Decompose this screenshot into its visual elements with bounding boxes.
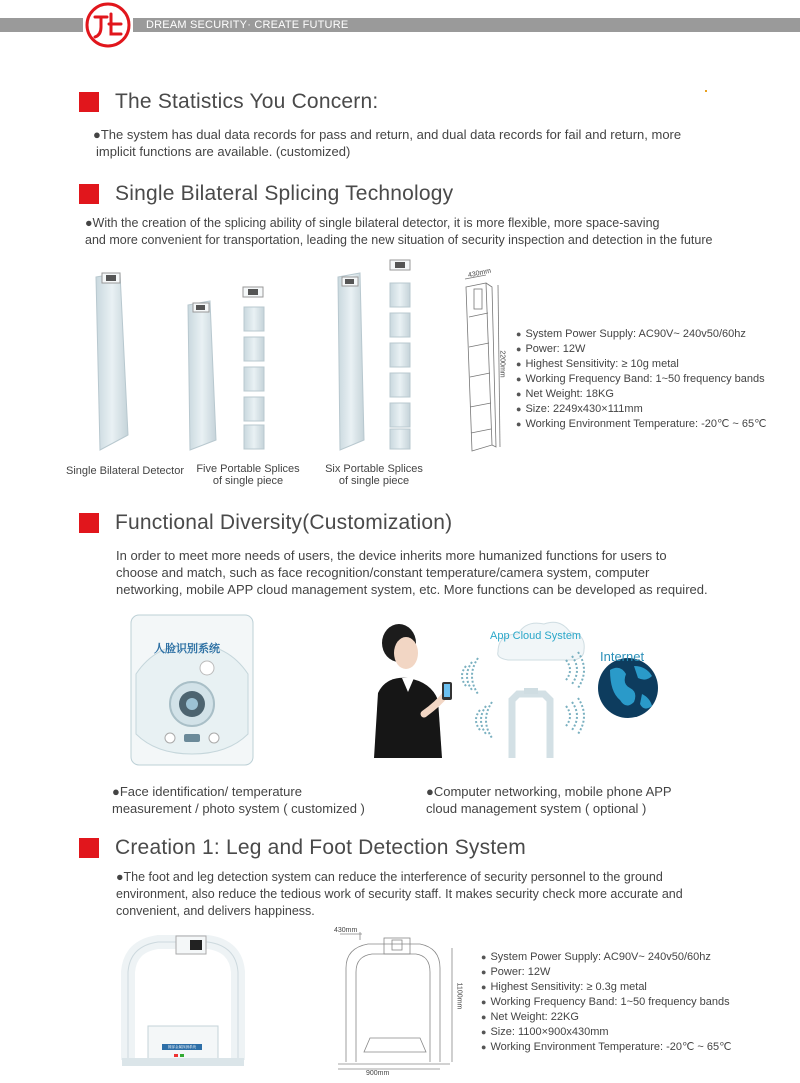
spec-item: ● Highest Sensitivity: ≥ 0.3g metal <box>481 980 732 995</box>
statistics-text <box>93 126 681 160</box>
dimension-top-label: 430mm <box>334 927 358 934</box>
decor-dot <box>705 90 707 92</box>
dimension-side-label: 1100mm <box>455 982 463 1010</box>
functional-text <box>116 547 708 598</box>
person-with-phone-image <box>374 624 452 758</box>
red-square-icon <box>79 92 99 112</box>
leg-detector-dimension-drawing <box>330 928 470 1074</box>
caption-line: of single piece <box>212 475 284 487</box>
text-line: ●Face identification/ temperature <box>112 784 302 799</box>
single-detector-image <box>96 273 128 450</box>
section-title-text: Single Bilateral Splicing Technology <box>115 182 454 205</box>
section-title-functional <box>79 511 452 535</box>
red-square-icon <box>79 513 99 533</box>
text-line: and more convenient for transportation, leading the new situation of security inspection and detection in the future <box>85 233 713 247</box>
spec-item: ● System Power Supply: AC90V~ 240v50/60hz <box>481 950 732 965</box>
spec-item: ● Working Environment Temperature: -20℃ ~ 65℃ <box>481 1040 732 1055</box>
header-tagline: DREAM SECURITY· CREATE FUTURE <box>146 19 349 31</box>
creation-text <box>116 869 683 920</box>
text-line: ●The foot and leg detection system can reduce the interference of security personnel to the ground <box>116 870 663 884</box>
face-panel-title: 人脸识别系统 <box>154 643 220 655</box>
five-splices-image <box>188 287 264 450</box>
dimension-bottom-label: 900mm <box>366 1070 390 1077</box>
spec-item: ● Working Frequency Band: 1~50 frequency bands <box>516 372 767 387</box>
caption-line: of single piece <box>338 475 410 487</box>
splicing-text <box>85 215 712 249</box>
company-logo <box>83 0 133 50</box>
section-title-text: Functional Diversity(Customization) <box>115 511 453 534</box>
caption-single-detector: Single Bilateral Detector <box>65 465 184 477</box>
six-splices-image <box>338 260 410 450</box>
section-title-splicing <box>79 182 453 206</box>
spec-list-detector <box>516 327 767 432</box>
text-line: cloud management system ( optional ) <box>426 801 647 816</box>
app-cloud-label: App Cloud System <box>490 630 582 642</box>
spec-item: ● Size: 2249x430×111mm <box>516 402 767 417</box>
section-title-creation <box>79 836 526 860</box>
caption-line: Six Portable Splices <box>325 463 423 475</box>
spec-item: ● Power: 12W <box>481 965 732 980</box>
caption-line: Five Portable Splices <box>196 463 300 475</box>
spec-item: ● Power: 12W <box>516 342 767 357</box>
leg-detector-label: 腿部金属探测系统 <box>168 1045 196 1049</box>
section-title-text: The Statistics You Concern: <box>115 90 379 113</box>
spec-item: ● Net Weight: 18KG <box>516 387 767 402</box>
text-line: In order to meet more needs of users, the device inherits more humanized functions for users to <box>116 548 667 563</box>
section-title-text: Creation 1: Leg and Foot Detection System <box>115 836 526 859</box>
text-line: ●The system has dual data records for pass and return, and dual data records for fail and return, more <box>93 127 682 142</box>
detector-arch-image <box>512 688 550 758</box>
text-line: networking, mobile APP cloud management system, etc. More functions can be developed as required. <box>116 582 708 597</box>
dimension-width-label: 430mm <box>467 267 492 280</box>
spec-list-leg-detector <box>481 950 732 1055</box>
globe-icon <box>598 658 658 718</box>
text-line: choose and match, such as face recognition/constant temperature/camera system, computer <box>116 565 650 580</box>
internet-label: Internet <box>600 649 645 664</box>
text-line: ●Computer networking, mobile phone APP <box>426 784 672 799</box>
red-square-icon <box>79 838 99 858</box>
text-line: ●With the creation of the splicing ability of single bilateral detector, it is more flexible, more space-saving <box>85 216 660 230</box>
caption-network-feature <box>426 783 672 817</box>
caption-six-splices <box>316 463 432 487</box>
spec-item: ● Net Weight: 22KG <box>481 1010 732 1025</box>
text-line: environment, also reduce the tedious work of security staff. It makes security check more accurate and <box>116 887 683 901</box>
text-line: convenient, and delivers happiness. <box>116 904 315 918</box>
spec-item: ● Working Environment Temperature: -20℃ ~ 65℃ <box>516 417 767 432</box>
section-title-statistics <box>79 90 378 114</box>
caption-five-splices <box>190 463 306 487</box>
caption-face-feature <box>112 783 365 817</box>
dimension-height-label: 2200mm <box>498 350 506 378</box>
spec-item: ● Size: 1100×900x430mm <box>481 1025 732 1040</box>
spec-item: ● System Power Supply: AC90V~ 240v50/60hz <box>516 327 767 342</box>
detector-illustrations <box>88 265 528 455</box>
spec-item: ● Highest Sensitivity: ≥ 10g metal <box>516 357 767 372</box>
face-recognition-panel-image <box>130 614 254 766</box>
text-line: measurement / photo system ( customized ) <box>112 801 365 816</box>
text-line: implicit functions are available. (customized) <box>96 144 351 159</box>
spec-item: ● Working Frequency Band: 1~50 frequency bands <box>481 995 732 1010</box>
red-square-icon <box>79 184 99 204</box>
